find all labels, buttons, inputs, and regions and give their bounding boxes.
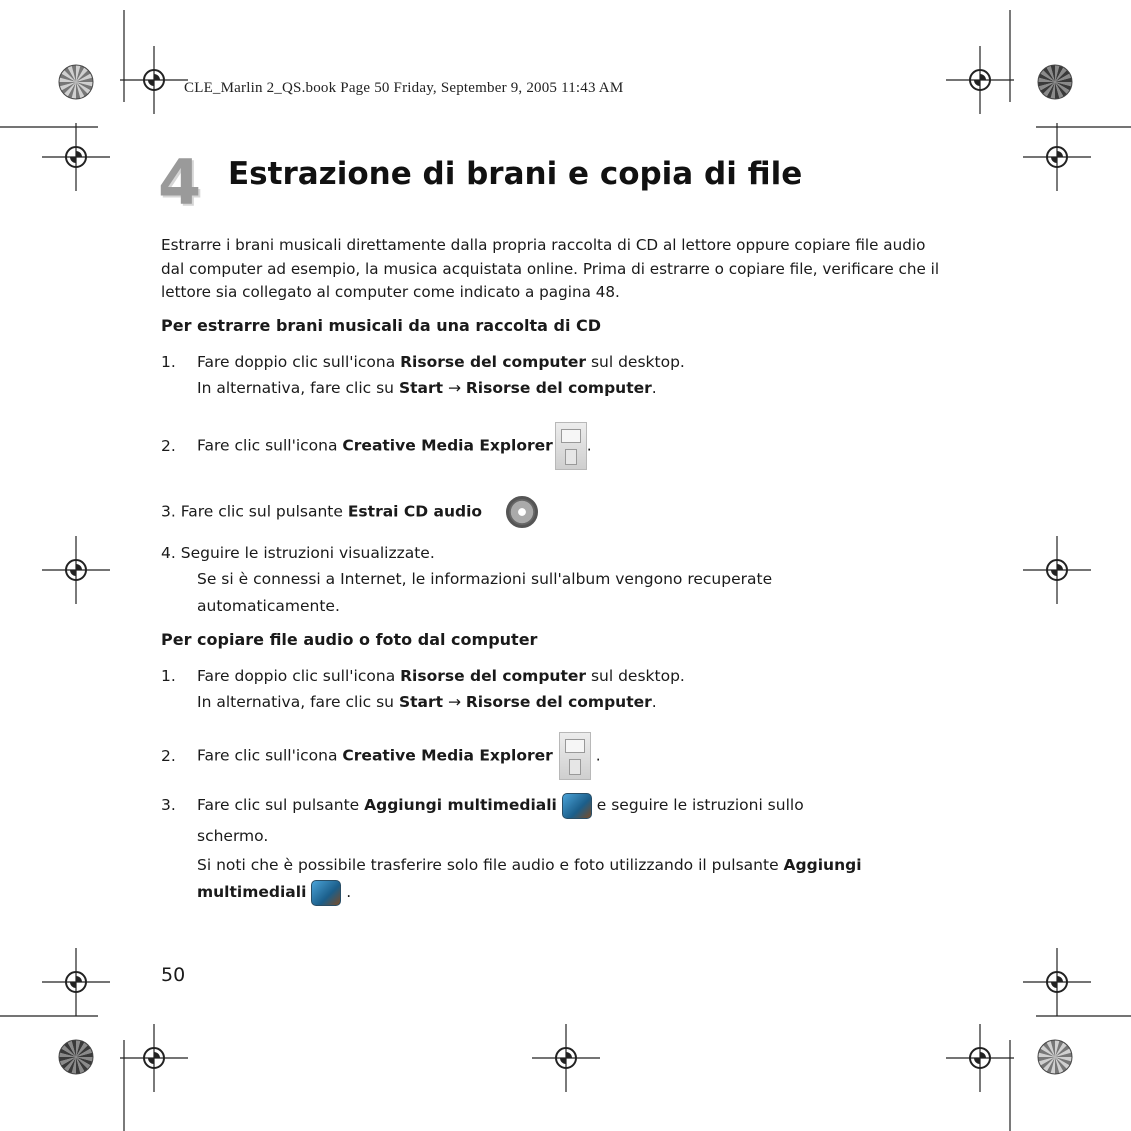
color-wheel-icon (59, 1040, 93, 1074)
registration-mark-icon (1023, 123, 1091, 191)
section1-step2: 2. Fare clic sull'icona Creative Media Explorer . (161, 422, 592, 470)
color-wheel-icon (1038, 1040, 1072, 1074)
add-media-icon (562, 793, 592, 819)
section1-heading: Per estrarre brani musicali da una raccolta di CD (161, 316, 602, 335)
section2-note: Si noti che è possibile trasferire solo file audio e foto utilizzando il pulsante Aggiungi multimediali . (197, 852, 937, 906)
player-icon (559, 732, 591, 780)
player-icon (555, 422, 587, 470)
section2-step2: 2. Fare clic sull'icona Creative Media Explorer . (161, 732, 601, 780)
registration-mark-icon (42, 948, 110, 1016)
section2-step3: 3. Fare clic sul pulsante Aggiungi multimediali e seguire le istruzioni sullo (161, 792, 804, 819)
registration-mark-icon (42, 123, 110, 191)
registration-mark-icon (1023, 948, 1091, 1016)
chapter-title: Estrazione di brani e copia di file (228, 156, 803, 192)
intro-paragraph: Estrarre i brani musicali direttamente dalla propria raccolta di CD al lettore oppure copiare file audio dal computer ad esempio, la musica acquistata online. Prima di estrarre o copiare file, verificare che il lettore sia collegato al computer come indicato a pagina 48. (161, 236, 940, 301)
section2-step3-cont: schermo. (197, 827, 269, 845)
chapter-number: 4 (158, 146, 202, 219)
cd-rip-icon (506, 496, 538, 528)
registration-mark-icon (946, 46, 1014, 114)
registration-mark-icon (946, 1024, 1014, 1092)
file-header: CLE_Marlin 2_QS.book Page 50 Friday, September 9, 2005 11:43 AM (184, 80, 624, 96)
section2-step1-alt: In alternativa, fare clic su Start → Risorse del computer. (197, 693, 657, 711)
section2-step1: 1. Fare doppio clic sull'icona Risorse del computer sul desktop. (161, 667, 685, 685)
registration-mark-icon (120, 46, 188, 114)
section1-step1-alt: In alternativa, fare clic su Start → Risorse del computer. (197, 379, 657, 397)
section1-step3: 3. Fare clic sul pulsante Estrai CD audio (161, 496, 538, 528)
color-wheel-icon (1038, 65, 1072, 99)
add-media-icon (311, 880, 341, 906)
registration-mark-icon (42, 536, 110, 604)
section1-step4-note: Se si è connessi a Internet, le informazioni sull'album vengono recuperate automaticamente. (197, 570, 773, 615)
registration-mark-icon (1023, 536, 1091, 604)
section2-heading: Per copiare file audio o foto dal computer (161, 630, 538, 649)
section1-step1: 1. Fare doppio clic sull'icona Risorse del computer sul desktop. (161, 353, 685, 371)
section1-step4: 4. Seguire le istruzioni visualizzate. (161, 544, 435, 562)
registration-mark-icon (120, 1024, 188, 1092)
registration-mark-icon (532, 1024, 600, 1092)
color-wheel-icon (59, 65, 93, 99)
page-number: 50 (161, 964, 186, 986)
